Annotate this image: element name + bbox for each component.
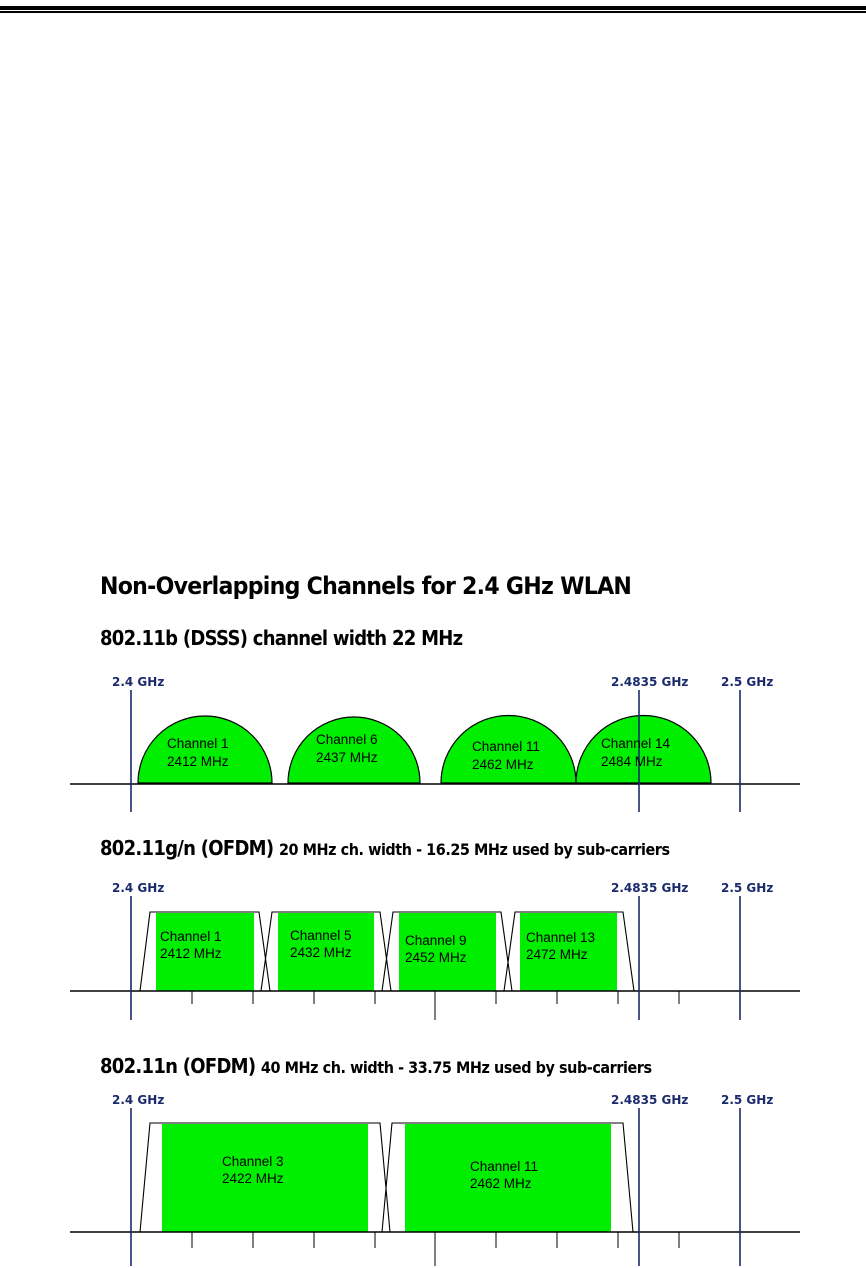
channel-name: Channel 11 <box>472 739 541 754</box>
section-heading-main: 802.11b (DSSS) channel width 22 MHz <box>100 626 463 650</box>
marker-label-2-4ghz: 2.4 GHz <box>112 881 165 895</box>
channel-name: Channel 1 <box>160 929 222 944</box>
channel-freq: 2422 MHz <box>222 1171 284 1186</box>
diagram-80211b <box>70 675 800 812</box>
section-heading-sub: 40 MHz ch. width - 33.75 MHz used by sub-carriers <box>260 1058 652 1077</box>
channel-freq: 2452 MHz <box>405 950 467 965</box>
channel-freq: 2432 MHz <box>290 945 352 960</box>
channel-freq: 2437 MHz <box>316 750 378 765</box>
marker-label-2-4835ghz: 2.4835 GHz <box>611 881 689 895</box>
diagram-80211n <box>70 1093 800 1266</box>
channel-freq: 2472 MHz <box>526 947 588 962</box>
channel-freq: 2462 MHz <box>472 757 534 772</box>
page-title: Non-Overlapping Channels for 2.4 GHz WLAN <box>100 572 632 600</box>
axis-ticks <box>192 991 679 1020</box>
marker-label-2-5ghz: 2.5 GHz <box>721 881 774 895</box>
channel-name: Channel 13 <box>526 930 596 945</box>
marker-label-2-4835ghz: 2.4835 GHz <box>611 1093 689 1107</box>
channel-name: Channel 3 <box>222 1154 284 1169</box>
channel-freq: 2412 MHz <box>160 946 222 961</box>
marker-label-2-5ghz: 2.5 GHz <box>721 675 774 689</box>
channel-name: Channel 6 <box>316 732 378 747</box>
channel-name: Channel 14 <box>601 736 671 751</box>
channel-name: Channel 1 <box>167 736 229 751</box>
section-heading-main: 802.11n (OFDM) <box>100 1054 256 1078</box>
channel-name: Channel 9 <box>405 933 467 948</box>
channel-freq: 2412 MHz <box>167 754 229 769</box>
diagram-80211gn <box>70 881 800 1020</box>
section-heading-sub: 20 MHz ch. width - 16.25 MHz used by sub-carriers <box>278 840 670 859</box>
channel-name: Channel 11 <box>470 1159 539 1174</box>
axis-ticks <box>192 1232 679 1266</box>
channel-freq: 2484 MHz <box>601 754 663 769</box>
marker-label-2-4ghz: 2.4 GHz <box>112 675 165 689</box>
marker-label-2-4835ghz: 2.4835 GHz <box>611 675 689 689</box>
section-heading-main: 802.11g/n (OFDM) <box>100 836 274 860</box>
channel-freq: 2462 MHz <box>470 1176 532 1191</box>
marker-label-2-5ghz: 2.5 GHz <box>721 1093 774 1107</box>
marker-label-2-4ghz: 2.4 GHz <box>112 1093 165 1107</box>
channel-name: Channel 5 <box>290 928 352 943</box>
